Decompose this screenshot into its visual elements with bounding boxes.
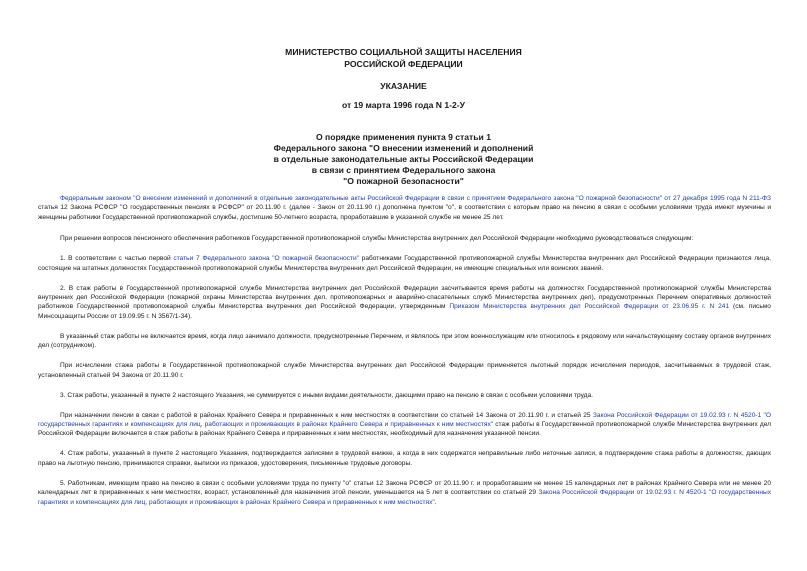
link-article-7-fire-safety[interactable]: статьи 7 Федерального закона "О пожарной безопасности" — [173, 255, 359, 263]
document-date: от 19 марта 1996 года N 1-2-У — [341, 100, 466, 110]
link-order-241[interactable]: Приказом Министерства внутренних дел Российской Федерации от 23.06.95 г. N 241 — [449, 303, 730, 311]
link-law-4520-1-article-25[interactable]: Закона Российской Федерации от 19.02.93 г. N 4520-1 "О государственных гарантиях и компенсациях для лиц, работающих и проживающих в районах Крайнего Севера и приравненных к ним местностях" — [38, 411, 771, 429]
link-federal-law-211[interactable]: Федеральным законом "О внесении изменений и дополнений в отдельные законодательные акты Российской Федерации в связи с принятием Федерального закона "О пожарной безопасности" от 27 декабря 1995 года N 211-ФЗ — [60, 195, 771, 202]
subject-line-2: Федерального закона "О внесении изменений и дополнений — [273, 143, 534, 153]
paragraph-item-5: 5. Работникам, имеющим право на пенсию в связи с особыми условиями труда по пункту "о" статьи 12 Закона РСФСР от 20.11.90 г. и проработавшим не менее 15 календарных лет в районах Крайнего Севера или не менее 20 календарных лет в приравненных к ним местностях, возраст, установленный для назначения этой пенсии, уменьшается на 5 лет в соответствии со статьей 29 Закона Российской Федерации от 19.02.93 г. N 4520-1 "О государственных гарантиях и компенсациях для лиц, работающих и проживающих в районах Крайнего Севера и приравненных к ним местностях". — [38, 479, 771, 506]
paragraph-item-3: 3. Стаж работы, указанный в пункте 2 настоящего Указания, не суммируется с иными видами деятельности, дающими право на пенсию в связи с особыми условиями труда. — [60, 391, 594, 399]
paragraph-calculation: При исчислении стажа работы в Государственной противопожарной службе Министерства внутренних дел Российской Федерации применяется льготный порядок исчисления периодов, засчитываемых в трудовой стаж, установленный статьей 94 Закона от 20.11.90 г. — [38, 362, 771, 379]
subject-line-5: "О пожарной безопасности" — [343, 176, 464, 186]
paragraph-item-4: 4. Стаж работы, указанный в пункте 2 настоящего Указания, подтверждается записями в трудовой книжке, а когда в них содержатся неправильные либо неточные записи, в подтверждение стажа работы в должностях, дающих право на льготную пенсию, принимаются справки, выписки из приказов, удостоверения, письменные трудовые договоры. — [38, 450, 771, 467]
paragraph-intro: Федеральным законом "О внесении изменений и дополнений в отдельные законодательные акты Российской Федерации в связи с принятием Федерального закона "О пожарной безопасности" от 27 декабря 1995 года N 211-ФЗ статья 12 Закона РСФСР "О государственных пенсиях в РСФСР" от 20.11.90 г. (далее - Закон от 20.11.90 г.) дополнена пунктом "о", в соответствии с которым право на пенсию в связи с особыми условиями труда имеют мужчины и женщины работники Государственной противопожарной службы, достигшие 50-летнего возраста, проработавшие в указанной службе не менее 25 лет. — [38, 195, 771, 221]
subject-line-4: в связи с принятием Федерального закона — [311, 165, 496, 175]
link-law-4520-1-article-29[interactable]: Закона Российской Федерации от 19.02.93 г. N 4520-1 "О государственных гарантиях и компенсациях для лиц, работающих и проживающих в районах Крайнего Севера и приравненных к ним местностях" — [38, 489, 771, 506]
paragraph-item-2: 2. В стаж работы в Государственной противопожарной службе Министерства внутренних дел Российской Федерации засчитывается время работы на должностях Государственной противопожарной службы Министерства внутренних дел Российской Федерации (пожарной охраны Министерства внутренних дел, противопожарных и аварийно-спасательных служб Министерства внутренних дел), предусмотренных Перечнем оперативных должностей работников Государственной противопожарной службы Министерства внутренних дел Российской Федерации, утвержденным Приказом Министерства внутренних дел Российской Федерации от 23.06.95 г. N 241 (см. письмо Минсоцзащиты России от 19.09.95 г. N 3567/1-34). — [38, 284, 771, 320]
paragraph-item-1: 1. В соответствии с частью первой статьи 7 Федерального закона "О пожарной безопасности" работниками Государственной противопожарной службы Министерства внутренних дел Российской Федерации признаются лица, состоящие на штатных должностях Государственной противопожарной службы Министерства внутренних дел Российской Федерации, не имеющие специальных или воинских званий. — [38, 255, 772, 272]
ministry-line-2: РОССИЙСКОЙ ФЕДЕРАЦИИ — [344, 59, 463, 69]
paragraph-north-pension: При назначении пенсии в связи с работой в районах Крайнего Севера и приравненных к ним местностях в соответствии со статьей 14 Закона от 20.11.90 г. и статьей 25 Закона Российской Федерации от 19.02.93 г. N 4520-1 "О государственных гарантиях и компенсациях для лиц, работающих и проживающих в районах Крайнего Севера и приравненных к ним местностях" стаж работы в Государственной противопожарной службе Министерства внутренних дел Российской Федерации включается в стаж работы в районах Крайнего Севера и приравненных к ним местностях, необходимый для назначения указанной пенсии. — [38, 411, 772, 438]
subject-line-1: О порядке применения пункта 9 статьи 1 — [315, 132, 491, 142]
document-type: УКАЗАНИЕ — [380, 81, 427, 91]
document-body — [38, 194, 771, 518]
ministry-line-1: МИНИСТЕРСТВО СОЦИАЛЬНОЙ ЗАЩИТЫ НАСЕЛЕНИЯ — [285, 47, 522, 57]
paragraph-exclusion: В указанный стаж работы не включается время, когда лицо занимало должности, предусмотренные Перечнем, и являлось при этом военнослужащим или относилось к рядовому или начальствующему составу органов внутренних дел (сотрудником). — [38, 332, 771, 350]
ministry-heading — [0, 46, 807, 70]
subject-line-3: в отдельные законодательные акты Российской Федерации — [273, 154, 534, 164]
paragraph-guidance: При решении вопросов пенсионного обеспечения работников Государственной противопожарной службы Министерства внутренних дел Российской Федерации необходимо руководствоваться следующим: — [60, 235, 694, 243]
document-subject — [0, 132, 807, 187]
